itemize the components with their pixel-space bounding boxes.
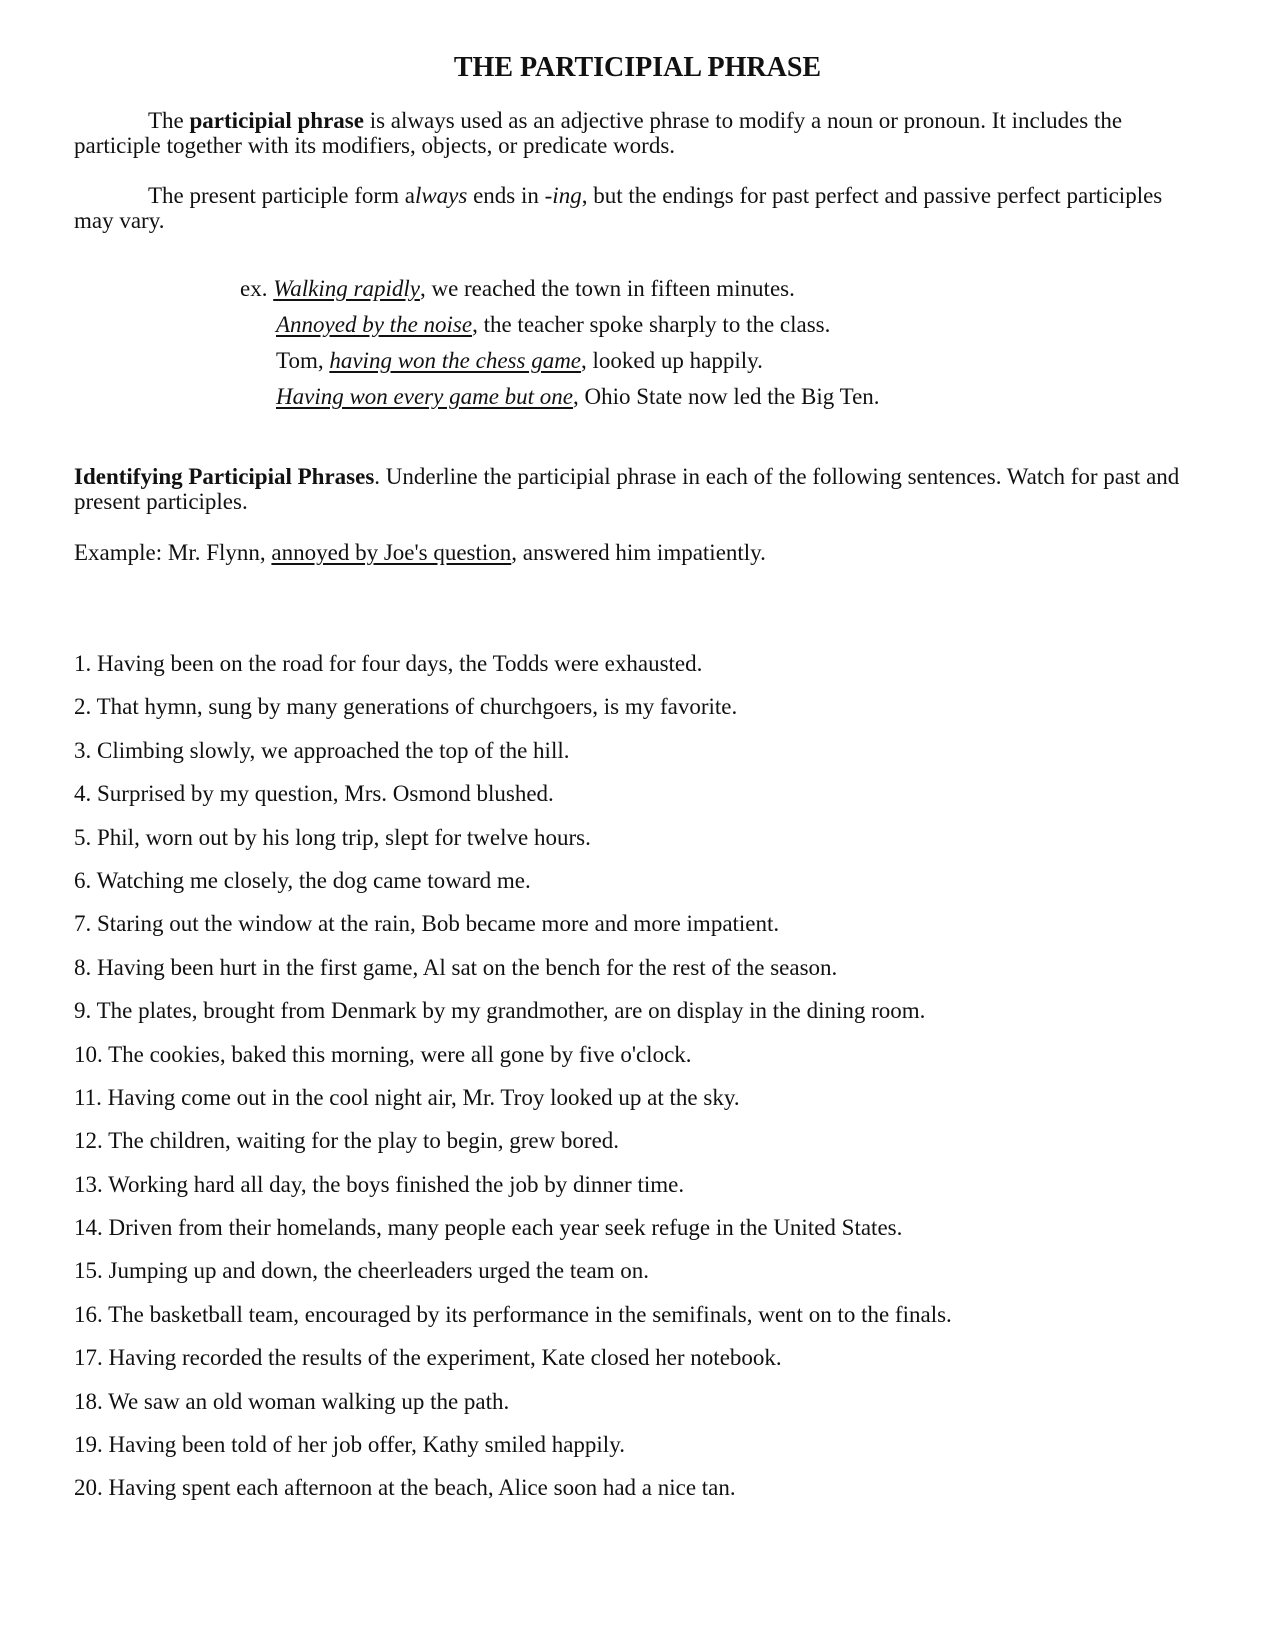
exercise-item: 11. Having come out in the cool night air, Mr. Troy looked up at the sky. [74,1084,740,1110]
exercise-item: 18. We saw an old woman walking up the path. [74,1388,510,1414]
exercise-item: 1. Having been on the road for four days, the Todds were exhausted. [74,651,703,676]
exercise-heading: Identifying Participial Phrases [74,464,375,489]
exercise-item: 4. Surprised by my question, Mrs. Osmond blushed. [74,781,554,807]
example-participial-phrase: Walking rapidly [273,276,420,301]
exercise-list [74,651,952,1519]
term-participial-phrase: participial phrase [189,108,364,133]
exercise-item: 17. Having recorded the results of the experiment, Kate closed her notebook. [74,1345,782,1371]
exercise-item: 9. The plates, brought from Denmark by my grandmother, are on display in the dining room. [74,998,926,1024]
page-title: THE PARTICIPIAL PHRASE [453,52,822,83]
intro-paragraph-1: The participial phrase is always used as an adjective phrase to modify a noun or pronoun. It includes the participle together with its modifiers, objects, or predicate words. [74,108,1123,158]
exercise-item: 13. Working hard all day, the boys finished the job by dinner time. [74,1171,685,1197]
example-sentence: Having won every game but one, Ohio State now led the Big Ten. [276,384,880,409]
example-sentence: Tom, having won the chess game, looked up happily. [276,348,763,373]
exercise-item: 7. Staring out the window at the rain, Bob became more and more impatient. [74,911,780,937]
example-participial-phrase: Annoyed by the noise [276,312,473,337]
example-sentence: ex. Walking rapidly, we reached the town in fifteen minutes. [240,276,795,301]
example-participial-phrase: Having won every game but one [276,384,574,409]
exercise-item: 8. Having been hurt in the first game, Al sat on the bench for the rest of the season. [74,954,838,980]
exercise-item: 12. The children, waiting for the play to begin, grew bored. [74,1128,620,1154]
exercise-item: 2. That hymn, sung by many generations of churchgoers, is my favorite. [74,694,738,720]
exercise-item: 3. Climbing slowly, we approached the top of the hill. [74,737,570,763]
exercise-item: 10. The cookies, baked this morning, were all gone by five o'clock. [74,1041,692,1067]
exercise-item: 5. Phil, worn out by his long trip, slept for twelve hours. [74,824,591,850]
exercise-example: Example: Mr. Flynn, annoyed by Joe's question, answered him impatiently. [74,540,766,565]
exercise-item: 16. The basketball team, encouraged by its performance in the semifinals, went on to the finals. [74,1301,952,1327]
example-sentence: Annoyed by the noise, the teacher spoke sharply to the class. [276,312,831,337]
exercise-instructions: Identifying Participial Phrases. Underline the participial phrase in each of the following sentences. Watch for past and present participles. [74,464,1180,514]
exercise-example-phrase: annoyed by Joe's question [271,540,512,565]
exercise-item: 15. Jumping up and down, the cheerleaders urged the team on. [74,1258,650,1284]
exercise-item: 14. Driven from their homelands, many people each year seek refuge in the United States. [74,1215,903,1241]
exercise-item: 6. Watching me closely, the dog came toward me. [74,867,531,893]
exercise-item: 20. Having spent each afternoon at the beach, Alice soon had a nice tan. [74,1475,736,1501]
intro-paragraph-2: The present participle form always ends in -ing, but the endings for past perfect and passive perfect participles may vary. [74,183,1163,233]
example-participial-phrase: having won the chess game [329,348,582,373]
exercise-item: 19. Having been told of her job offer, Kathy smiled happily. [74,1432,625,1458]
